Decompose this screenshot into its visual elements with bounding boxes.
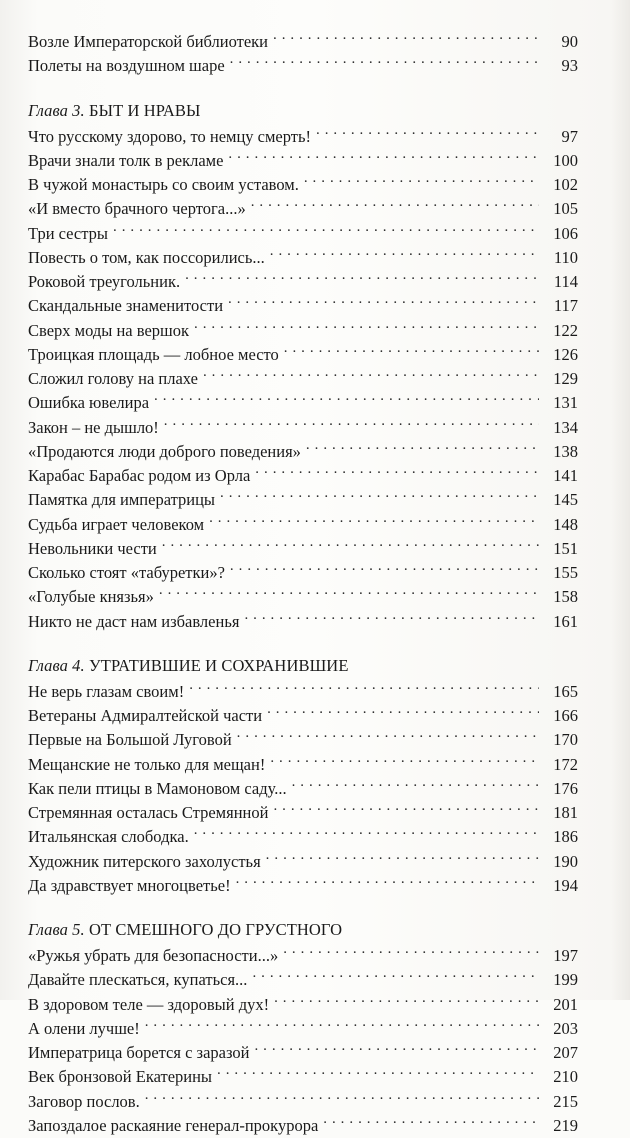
dot-leader bbox=[185, 271, 539, 288]
toc-page-number: 181 bbox=[553, 803, 578, 822]
toc-page-number: 117 bbox=[553, 296, 578, 316]
dot-leader bbox=[164, 416, 539, 433]
toc-entry[interactable] bbox=[28, 464, 578, 488]
toc-entry[interactable] bbox=[28, 416, 578, 440]
toc-entry-label: Мещанские не только для мещан! bbox=[28, 754, 266, 774]
toc-page-number: 197 bbox=[553, 946, 578, 965]
toc-entry-label: Художник питерского захолустья bbox=[28, 851, 261, 871]
toc-entry[interactable] bbox=[28, 704, 578, 728]
toc-entry[interactable] bbox=[28, 246, 578, 270]
toc-entry[interactable] bbox=[28, 197, 578, 221]
dot-leader bbox=[306, 440, 539, 457]
dot-leader bbox=[270, 246, 539, 263]
toc-page-number: 122 bbox=[553, 320, 578, 340]
chapter-heading bbox=[28, 920, 578, 940]
toc-entry-label: Скандальные знаменитости bbox=[28, 296, 224, 316]
dot-leader bbox=[283, 945, 539, 962]
toc-entry[interactable] bbox=[28, 1090, 578, 1114]
toc-entry-label: Троицкая площадь — лобное место bbox=[28, 344, 279, 364]
dot-leader bbox=[145, 1017, 539, 1034]
toc-entry-label: В здоровом теле — здоровый дух! bbox=[28, 994, 270, 1014]
toc-entry[interactable] bbox=[28, 488, 578, 512]
toc-page-number: 176 bbox=[553, 778, 578, 798]
toc-entry[interactable] bbox=[28, 777, 578, 801]
dot-leader bbox=[162, 537, 539, 554]
toc-entry[interactable] bbox=[28, 125, 578, 149]
toc-entry-label: Сложил голову на плахе bbox=[28, 369, 198, 388]
dot-leader bbox=[273, 802, 539, 819]
toc-group bbox=[28, 920, 578, 1138]
toc-entry[interactable] bbox=[28, 610, 578, 634]
toc-page-number: 166 bbox=[553, 706, 578, 725]
dot-leader bbox=[230, 55, 539, 72]
toc-entry-label: Итальянская слободка. bbox=[28, 827, 189, 847]
toc-page-number: 194 bbox=[553, 875, 578, 895]
toc-entry[interactable] bbox=[28, 753, 578, 777]
toc-page-number: 100 bbox=[553, 150, 578, 170]
dot-leader bbox=[154, 392, 539, 409]
chapter-number: Глава 4. bbox=[28, 655, 85, 675]
toc-page-number: 93 bbox=[561, 56, 578, 76]
toc-page-number: 190 bbox=[553, 851, 578, 871]
toc-entry-label: «И вместо брачного чертога...» bbox=[28, 199, 246, 219]
toc-page-number: 219 bbox=[553, 1115, 578, 1135]
chapter-title: УТРАТИВШИЕ И СОХРАНИВШИЕ bbox=[89, 655, 349, 675]
dot-leader bbox=[270, 753, 539, 770]
dot-leader bbox=[228, 295, 539, 312]
dot-leader bbox=[266, 850, 539, 867]
toc-page-number: 201 bbox=[553, 994, 578, 1014]
toc-page-number: 145 bbox=[553, 490, 578, 510]
toc-page-number: 138 bbox=[553, 441, 578, 461]
dot-leader bbox=[230, 562, 539, 579]
toc-entry[interactable] bbox=[28, 319, 578, 343]
toc-entry-label: Запоздалое раскаяние генерал-прокурора bbox=[28, 1115, 319, 1135]
toc-entry-label: Возле Императорской библиотеки bbox=[28, 32, 268, 51]
toc-page-number: 215 bbox=[553, 1091, 578, 1111]
toc-page-number: 170 bbox=[553, 730, 578, 750]
dot-leader bbox=[284, 343, 539, 360]
chapter-number: Глава 3. bbox=[28, 100, 85, 120]
toc-entry[interactable] bbox=[28, 270, 578, 294]
toc-page-number: 102 bbox=[553, 175, 578, 194]
dot-leader bbox=[159, 586, 539, 603]
toc-entry[interactable] bbox=[28, 149, 578, 173]
toc-entry[interactable] bbox=[28, 173, 578, 197]
toc-entry[interactable] bbox=[28, 54, 578, 78]
chapter-title: БЫТ И НРАВЫ bbox=[89, 100, 201, 120]
toc-page-number: 151 bbox=[553, 538, 578, 558]
toc-entry[interactable] bbox=[28, 1041, 578, 1065]
toc-entry[interactable] bbox=[28, 561, 578, 585]
dot-leader bbox=[252, 969, 539, 986]
toc-page-number: 158 bbox=[553, 587, 578, 607]
toc-entry[interactable] bbox=[28, 1065, 578, 1089]
dot-leader bbox=[189, 680, 539, 697]
toc-entry[interactable] bbox=[28, 801, 578, 825]
dot-leader bbox=[228, 149, 539, 166]
toc-entry[interactable] bbox=[28, 1017, 578, 1041]
toc-group bbox=[28, 30, 578, 79]
toc-page-number: 134 bbox=[553, 417, 578, 437]
toc-page-number: 129 bbox=[553, 369, 578, 388]
toc-entry-label: Не верь глазам своим! bbox=[28, 681, 185, 701]
dot-leader bbox=[194, 319, 539, 336]
dot-leader bbox=[203, 368, 539, 385]
toc-page-number: 110 bbox=[553, 247, 578, 267]
toc-entry[interactable] bbox=[28, 850, 578, 874]
toc-entry[interactable] bbox=[28, 391, 578, 415]
dot-leader bbox=[236, 874, 539, 891]
toc-entry-label: «Голубые князья» bbox=[28, 587, 154, 607]
dot-leader bbox=[220, 489, 539, 506]
toc-entry-label: Врачи знали толк в рекламе bbox=[28, 150, 224, 170]
toc-entry-label: «Продаются люди доброго поведения» bbox=[28, 441, 301, 461]
toc-entry-label: Три сестры bbox=[28, 223, 108, 243]
table-of-contents bbox=[28, 30, 578, 1138]
toc-entry[interactable] bbox=[28, 993, 578, 1017]
toc-page-number: 155 bbox=[553, 563, 578, 582]
toc-entry-label: Ветераны Адмиралтейской части bbox=[28, 706, 263, 725]
toc-entry-label: Карабас Барабас родом из Орла bbox=[28, 466, 251, 485]
toc-entry-label: Невольники чести bbox=[28, 538, 157, 558]
toc-page-number: 105 bbox=[553, 199, 578, 219]
dot-leader bbox=[273, 31, 539, 48]
toc-entry-label: Ошибка ювелира bbox=[28, 393, 150, 413]
toc-entry[interactable] bbox=[28, 1114, 578, 1138]
toc-entry-label: Что русскому здорово, то немцу смерть! bbox=[28, 126, 312, 146]
dot-leader bbox=[251, 198, 539, 215]
dot-leader bbox=[254, 1042, 539, 1059]
toc-entry-label: Памятка для императрицы bbox=[28, 490, 216, 510]
dot-leader bbox=[209, 513, 539, 530]
toc-entry[interactable] bbox=[28, 537, 578, 561]
toc-page-number: 114 bbox=[553, 272, 578, 291]
dot-leader bbox=[292, 777, 539, 794]
chapter-heading bbox=[28, 656, 578, 676]
toc-page-number: 207 bbox=[553, 1043, 578, 1062]
dot-leader bbox=[267, 705, 539, 722]
toc-page-number: 172 bbox=[553, 754, 578, 774]
toc-page-number: 131 bbox=[553, 393, 578, 413]
toc-entry-label: В чужой монастырь со своим уставом. bbox=[28, 175, 299, 194]
toc-page-number: 90 bbox=[561, 32, 578, 51]
dot-leader bbox=[304, 174, 539, 191]
dot-leader bbox=[145, 1090, 539, 1107]
dot-leader bbox=[316, 125, 539, 142]
chapter-number: Глава 5. bbox=[28, 920, 85, 939]
toc-page-number: 186 bbox=[553, 827, 578, 847]
toc-page-number: 148 bbox=[553, 514, 578, 534]
toc-page-number: 165 bbox=[553, 681, 578, 701]
toc-entry[interactable] bbox=[28, 585, 578, 609]
toc-entry[interactable] bbox=[28, 825, 578, 849]
toc-page-number: 97 bbox=[561, 126, 578, 146]
toc-entry-label: Полеты на воздушном шаре bbox=[28, 56, 225, 76]
toc-page-number: 141 bbox=[553, 466, 578, 485]
toc-entry-label: Никто не даст нам избавленья bbox=[28, 611, 240, 631]
toc-entry[interactable] bbox=[28, 440, 578, 464]
toc-page-number: 199 bbox=[553, 970, 578, 990]
toc-entry-label: Сколько стоят «табуретки»? bbox=[28, 563, 225, 582]
dot-leader bbox=[237, 729, 539, 746]
dot-leader bbox=[113, 222, 539, 239]
toc-entry-label: Сверх моды на вершок bbox=[28, 320, 189, 340]
toc-entry[interactable] bbox=[28, 513, 578, 537]
toc-entry-label: Заговор послов. bbox=[28, 1091, 140, 1111]
toc-entry[interactable] bbox=[28, 874, 578, 898]
toc-entry-label: Как пели птицы в Мамоновом саду... bbox=[28, 778, 287, 798]
toc-entry-label: Век бронзовой Екатерины bbox=[28, 1067, 213, 1087]
toc-page-number: 203 bbox=[553, 1018, 578, 1038]
toc-entry[interactable] bbox=[28, 343, 578, 367]
toc-group bbox=[28, 656, 578, 898]
chapter-heading bbox=[28, 101, 578, 121]
toc-entry[interactable] bbox=[28, 968, 578, 992]
chapter-title: ОТ СМЕШНОГО ДО ГРУСТНОГО bbox=[89, 920, 343, 939]
toc-page-number: 106 bbox=[553, 223, 578, 243]
toc-entry-label: Закон – не дышло! bbox=[28, 417, 159, 437]
toc-page-number: 210 bbox=[553, 1067, 578, 1087]
toc-entry[interactable] bbox=[28, 944, 578, 968]
toc-entry-label: Да здравствует многоцветье! bbox=[28, 875, 231, 895]
toc-entry-label: Судьба играет человеком bbox=[28, 514, 205, 534]
toc-entry[interactable] bbox=[28, 680, 578, 704]
toc-entry[interactable] bbox=[28, 728, 578, 752]
toc-page-number: 161 bbox=[553, 611, 578, 631]
toc-page-number: 126 bbox=[553, 344, 578, 364]
toc-entry-label: «Ружья убрать для безопасности...» bbox=[28, 946, 279, 965]
dot-leader bbox=[217, 1066, 539, 1083]
toc-entry[interactable] bbox=[28, 367, 578, 391]
dot-leader bbox=[323, 1114, 539, 1131]
toc-entry-label: Повесть о том, как поссорились... bbox=[28, 247, 265, 267]
dot-leader bbox=[274, 993, 539, 1010]
dot-leader bbox=[255, 465, 539, 482]
toc-entry-label: Давайте плескаться, купаться... bbox=[28, 970, 248, 990]
toc-entry-label: А олени лучше! bbox=[28, 1018, 140, 1038]
toc-entry-label: Стремянная осталась Стремянной bbox=[28, 803, 269, 822]
toc-entry-label: Роковой треугольник. bbox=[28, 272, 181, 291]
toc-entry[interactable] bbox=[28, 222, 578, 246]
toc-group bbox=[28, 101, 578, 634]
toc-entry-label: Первые на Большой Луговой bbox=[28, 730, 232, 750]
dot-leader bbox=[194, 826, 539, 843]
toc-entry[interactable] bbox=[28, 30, 578, 54]
toc-entry[interactable] bbox=[28, 294, 578, 318]
toc-entry-label: Императрица борется с заразой bbox=[28, 1043, 250, 1062]
dot-leader bbox=[244, 610, 539, 627]
